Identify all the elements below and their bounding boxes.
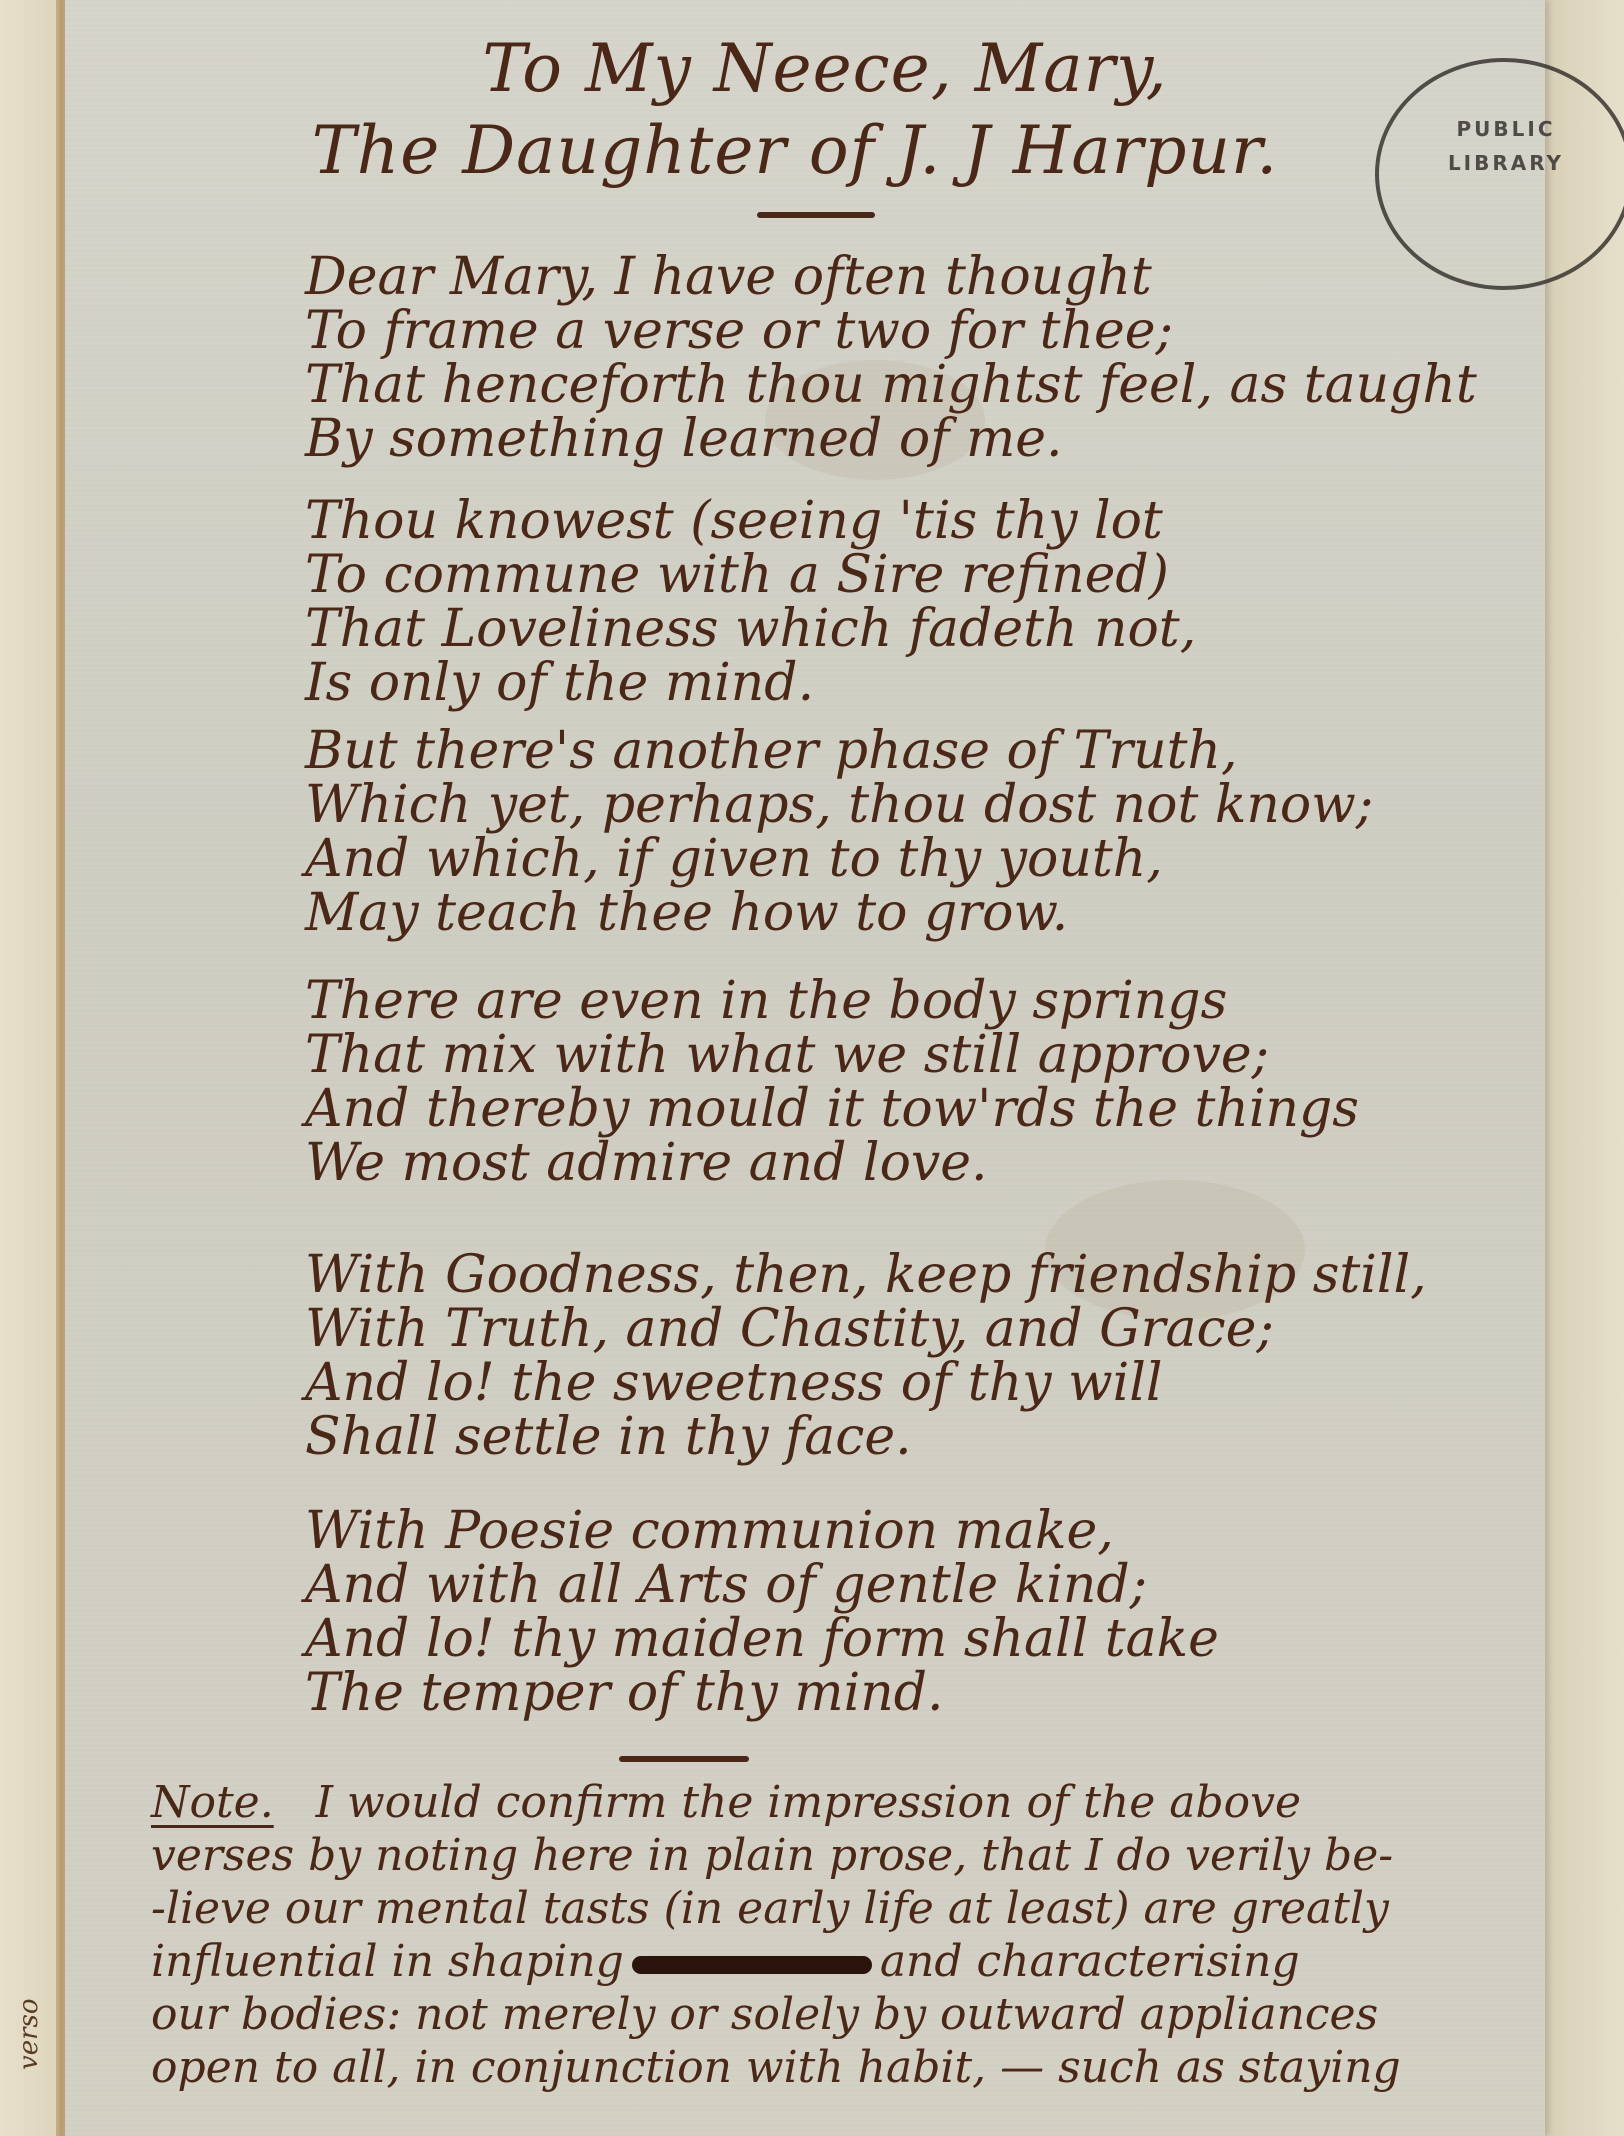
verse-line: Thou knowest (seeing 'tis thy lot [305,491,1163,551]
verse-line: But there's another phase of Truth, [305,721,1238,781]
stanza-2 [305,491,1545,713]
verse-line: Dear Mary, I have often thought [305,247,1152,307]
note-line [151,1776,1571,1829]
verse-line: With Goodness, then, keep friendship still, [305,1245,1427,1305]
stamp-text-line: LIBRARY [1447,151,1565,175]
verse-line: And which, if given to thy youth, [305,829,1163,889]
verse-line: We most admire and love. [305,1133,988,1193]
note-line: open to all, in conjunction with habit, — such as staying [151,2042,1401,2093]
note-line [151,1935,1571,1988]
verse-line: With Truth, and Chastity, and Grace; [305,1299,1274,1359]
stanza-1 [305,247,1545,469]
title-underline [757,212,875,218]
poem-end-rule [619,1756,749,1762]
stanza-6 [305,1501,1545,1723]
note-text: I would confirm the impression of the above [315,1777,1302,1828]
verse-line: And lo! thy maiden form shall take [305,1609,1219,1669]
verse-line: Which yet, perhaps, thou dost not know; [305,775,1374,835]
verse-line: The temper of thy mind. [305,1663,944,1723]
stanza-5 [305,1245,1545,1467]
verse-line: There are even in the body springs [305,971,1228,1031]
stamp-text-line: PUBLIC [1456,117,1556,141]
verse-line: That Loveliness which fadeth not, [305,599,1197,659]
margin-annotation: verso [14,1998,44,2070]
note-line: verses by noting here in plain prose, that I do verily be- [151,1830,1394,1881]
verse-line: By something learned of me. [305,409,1063,469]
title-line-2: The Daughter of J. J Harpur. [311,112,1279,189]
struck-out-word [632,1956,872,1974]
verse-line: To frame a verse or two for thee; [305,301,1174,361]
manuscript-page [62,0,1565,2136]
verse-line: And with all Arts of gentle kind; [305,1555,1148,1615]
verse-line: May teach thee how to grow. [305,883,1069,943]
note-text: and characterising [879,1936,1300,1987]
verse-line: Shall settle in thy face. [305,1407,912,1467]
verse-line: To commune with a Sire refined) [305,545,1169,605]
verse-line: That mix with what we still approve; [305,1025,1270,1085]
note-text: influential in shaping [151,1936,624,1987]
poem-title [65,30,1565,190]
title-line-1: To My Neece, Mary, [482,30,1168,107]
verse-line: And lo! the sweetness of thy will [305,1353,1163,1413]
note-line: our bodies: not merely or solely by outward appliances [151,1989,1379,2040]
verse-line: With Poesie communion make, [305,1501,1114,1561]
stanza-3 [305,721,1545,943]
verse-line: And thereby mould it tow'rds the things [305,1079,1359,1139]
stanza-4 [305,971,1545,1193]
note-line: -lieve our mental tasts (in early life at least) are greatly [151,1883,1389,1934]
note-label: Note. [151,1777,274,1828]
verse-line: That henceforth thou mightst feel, as taught [305,355,1477,415]
prose-note [151,1776,1571,2094]
verse-line: Is only of the mind. [305,653,815,713]
